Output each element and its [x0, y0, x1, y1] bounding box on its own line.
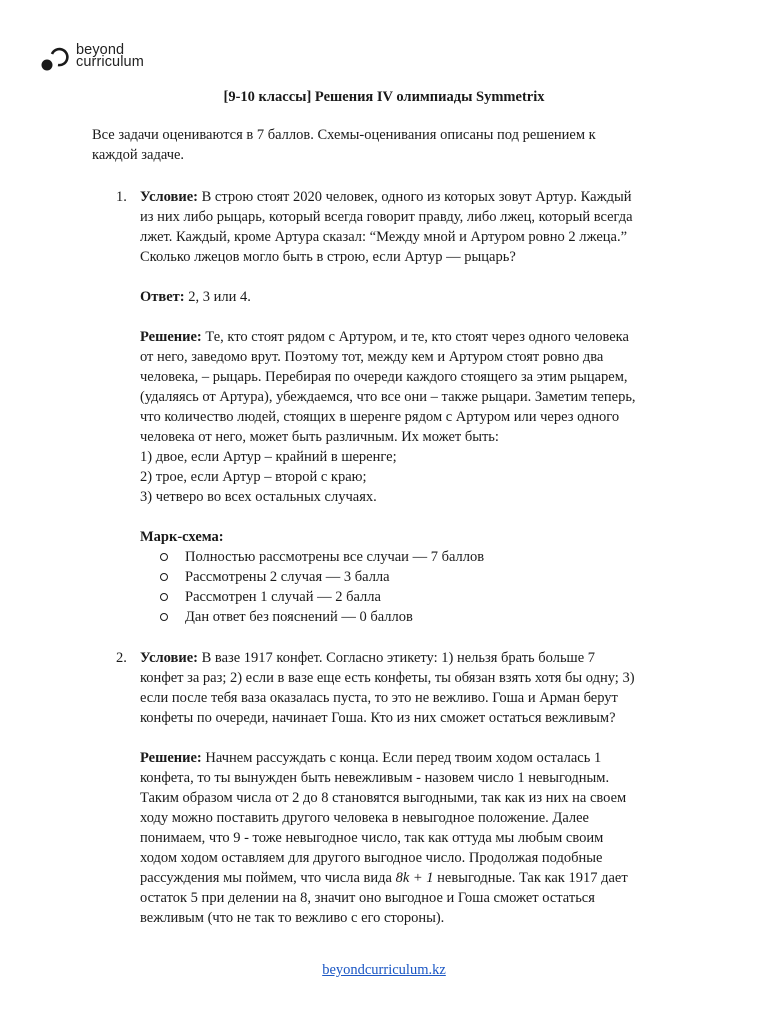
math-expression: 8k + 1	[395, 870, 434, 886]
problem-1-answer: Ответ: 2, 3 или 4.	[140, 289, 251, 305]
condition-label: Условие:	[140, 650, 198, 666]
list-item: Рассмотрены 2 случая — 3 балла	[160, 567, 484, 587]
problem-1-solution: Решение: Те, кто стоят рядом с Артуром, и те, кто стоят через одного человека от него, заведомо врут. Поэтому тот, между кем и Артуром стоят ровно два человека, – рыцарь. Перебирая по очереди каждого стоящего за этим рыцарем, (удаляясь от Артура), убеждаемся, что все они – также рыцари. Заметим теперь, что количество людей, стоящих в шеренге рядом с Артуром или через одного человека от него, может быть различным. Их может быть: 1) двое, если Артур – крайний в шеренге; 2) трое, если Артур – второй с краю; 3) четверо во всех остальных случаях.	[140, 329, 636, 505]
document-title: [9-10 классы] Решения IV олимпиады Symmetrix	[223, 89, 545, 105]
footer	[0, 960, 768, 980]
solution-label: Решение:	[140, 750, 202, 766]
logo-mark-icon	[40, 45, 70, 73]
list-item: Дан ответ без пояснений — 0 баллов	[160, 607, 484, 627]
bullet-icon	[160, 593, 168, 601]
bullet-icon	[160, 553, 168, 561]
bullet-icon	[160, 613, 168, 621]
list-item: Полностью рассмотрены все случаи — 7 баллов	[160, 547, 484, 567]
problem-2-solution: Решение: Начнем рассуждать с конца. Если перед твоим ходом осталась 1 конфета, то ты вынужден быть невежливым - назовем число 1 невыгодным. Таким образом числа от 2 до 8 становятся выгодными, так как из них на своем ходу можно поставить другого человека в невыгодное положение. Далее понимаем, что 9 - тоже невыгодное число, так как оттуда мы любым своим ходом ходом оставляем для другого выгодное число. Продолжая подобные рассуждения мы поймем, что числа вида 8k + 1 невыгодные. Так как 1917 дает остаток 5 при делении на 8, значит оно выгодное и Гоша сможет остаться вежливым (что не так то вежливо с его стороны).	[140, 750, 628, 926]
list-item: Рассмотрен 1 случай — 2 балла	[160, 587, 484, 607]
intro-paragraph: Все задачи оцениваются в 7 баллов. Схемы-оценивания описаны под решением к каждой задаче.	[92, 127, 596, 163]
solution-label: Решение:	[140, 329, 202, 345]
problem-2-number: 2.	[116, 650, 127, 666]
logo-wordmark: beyond curriculum	[76, 42, 144, 70]
answer-label: Ответ:	[140, 289, 185, 305]
bullet-icon	[160, 573, 168, 581]
mark-scheme-heading: Марк-схема:	[140, 529, 224, 545]
problem-2-condition: Условие: В вазе 1917 конфет. Согласно этикету: 1) нельзя брать больше 7 конфет за раз; 2) если в вазе еще есть конфеты, ты обязан взять хотя бы одну; 3) если после тебя ваза оказалась пуста, то это не вежливо. Гоша и Арман берут конфеты по очереди, начинает Гоша. Кто из них сможет остаться вежливым?	[140, 650, 635, 726]
problem-1-condition: Условие: В строю стоят 2020 человек, одного из которых зовут Артур. Каждый из них либо рыцарь, который всегда говорит правду, либо лжец, который всегда лжет. Каждый, кроме Артура сказал: “Между мной и Артуром ровно 2 лжеца.” Сколько лжецов могло быть в строю, если Артур — рыцарь?	[140, 189, 633, 265]
problem-1-number: 1.	[116, 189, 127, 205]
condition-label: Условие:	[140, 189, 198, 205]
mark-scheme-list	[160, 547, 484, 627]
website-link[interactable]: beyondcurriculum.kz	[322, 962, 446, 978]
